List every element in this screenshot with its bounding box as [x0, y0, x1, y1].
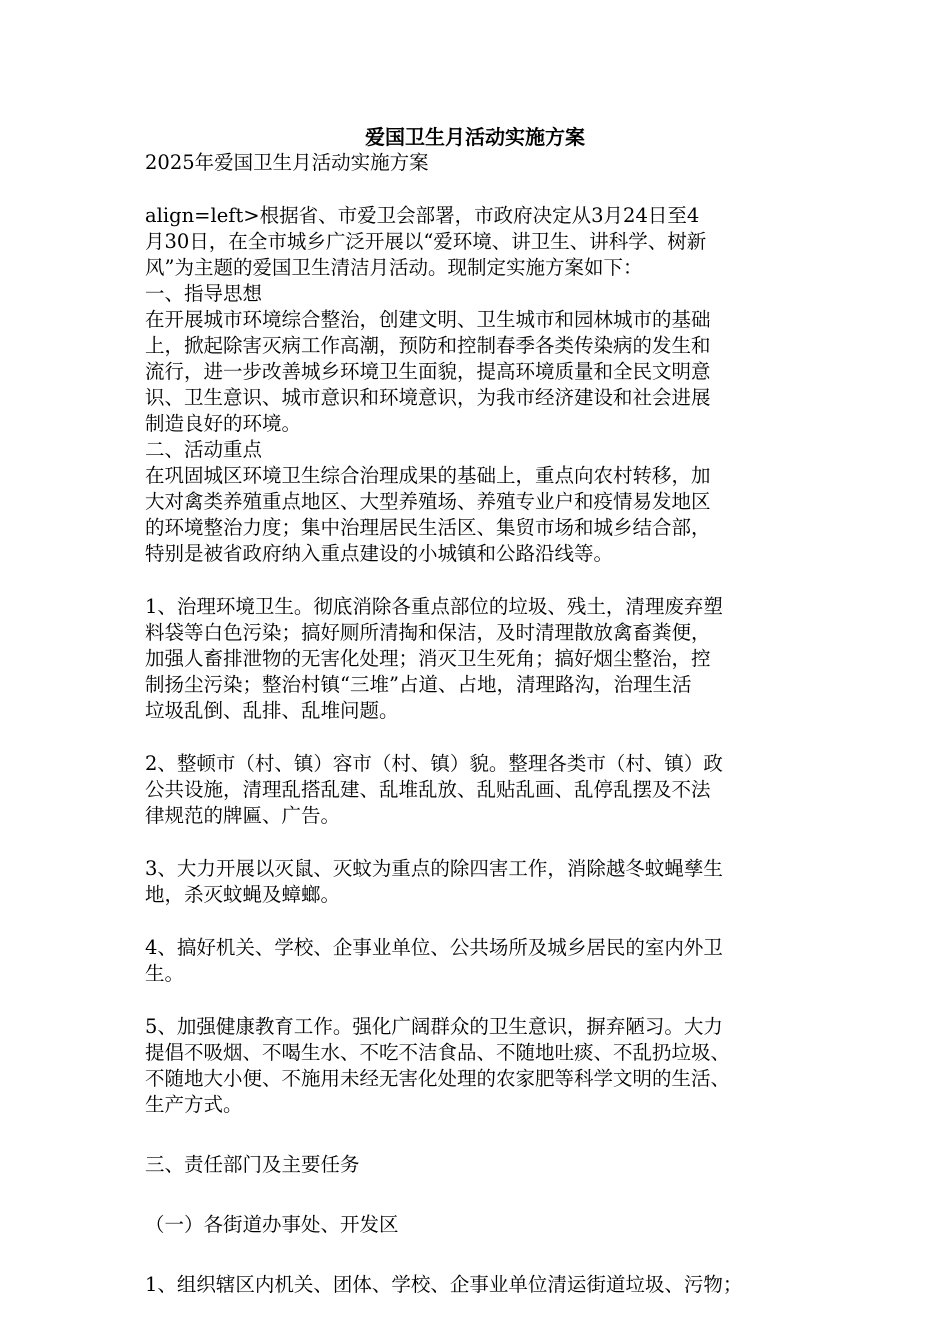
paragraph-gap	[145, 908, 810, 935]
list-item-line: 加强人畜排泄物的无害化处理；消灭卫生死角；搞好烟尘整治，控	[145, 647, 711, 670]
paragraph-gap	[145, 1238, 810, 1272]
paragraph-gap	[145, 1118, 810, 1152]
paragraph-line: 识、卫生意识、城市意识和环境意识，为我市经济建设和社会进展	[145, 386, 711, 409]
subtitle-line: 2025年爱国卫生月活动实施方案	[145, 151, 429, 174]
list-item-line: 3、大力开展以灭鼠、灭蚊为重点的除四害工作，消除越冬蚊蝇孳生	[145, 857, 723, 880]
list-item-line: 1、组织辖区内机关、团体、学校、企事业单位清运街道垃圾、污物；	[145, 1273, 743, 1296]
paragraph-gap	[145, 724, 810, 751]
section-heading: 二、活动重点	[145, 438, 263, 461]
paragraph-line: 在开展城市环境综合整治，创建文明、卫生城市和园林城市的基础	[145, 308, 711, 331]
section-heading: 一、指导思想	[145, 282, 263, 305]
intro-line: 月30日，在全市城乡广泛开展以“爱环境、讲卫生、讲科学、树新	[145, 230, 707, 253]
document-title: 爱国卫生月活动实施方案	[365, 125, 585, 149]
paragraph-line: 特别是被省政府纳入重点建设的小城镇和公路沿线等。	[145, 542, 614, 565]
section-heading: 三、责任部门及主要任务	[145, 1153, 360, 1176]
list-item-line: 1、治理环境卫生。彻底消除各重点部位的垃圾、残土，清理废弃塑	[145, 595, 723, 618]
paragraph-line: 流行，进一步改善城乡环境卫生面貌，提高环境质量和全民文明意	[145, 360, 711, 383]
list-item-line: 生产方式。	[145, 1093, 243, 1116]
paragraph-line: 大对禽类养殖重点地区、大型养殖场、养殖专业户和疫情易发地区	[145, 490, 711, 513]
list-item-line: 公共设施，清理乱搭乱建、乱堆乱放、乱贴乱画、乱停乱摆及不法	[145, 778, 711, 801]
list-item-line: 生。	[145, 962, 185, 985]
list-item-line: 垃圾乱倒、乱排、乱堆问题。	[145, 699, 399, 722]
list-item-line: 5、加强健康教育工作。强化广阔群众的卫生意识，摒弃陋习。大力	[145, 1015, 723, 1038]
list-item-line: 2、整顿市（村、镇）容市（村、镇）貌。整理各类市（村、镇）政	[145, 752, 723, 775]
list-item-line: 制扬尘污染；整治村镇“三堆”占道、占地，清理路沟，治理生活	[145, 673, 692, 696]
list-item-line: 4、搞好机关、学校、企事业单位、公共场所及城乡居民的室内外卫	[145, 936, 723, 959]
paragraph-line: 在巩固城区环境卫生综合治理成果的基础上，重点向农村转移，加	[145, 464, 711, 487]
intro-line: align=left>根据省、市爱卫会部署，市政府决定从3月24日至4	[145, 204, 700, 227]
paragraph-gap	[145, 567, 810, 594]
list-item-line: 律规范的牌匾、广告。	[145, 804, 341, 827]
list-item-line: 不随地大小便、不施用未经无害化处理的农家肥等科学文明的生活、	[145, 1067, 731, 1090]
subsection-heading: （一）各街道办事处、开发区	[145, 1213, 399, 1236]
paragraph-gap	[145, 987, 810, 1014]
paragraph-gap	[145, 1178, 810, 1212]
paragraph-gap	[145, 176, 810, 203]
paragraph-line: 制造良好的环境。	[145, 412, 302, 435]
document-body	[145, 150, 810, 1298]
intro-line: 风”为主题的爱国卫生清洁月活动。现制定实施方案如下：	[145, 256, 643, 279]
paragraph-line: 上，掀起除害灭病工作高潮，预防和控制春季各类传染病的发生和	[145, 334, 711, 357]
list-item-line: 提倡不吸烟、不喝生水、不吃不洁食品、不随地吐痰、不乱扔垃圾、	[145, 1041, 731, 1064]
paragraph-gap	[145, 829, 810, 856]
list-item-line: 料袋等白色污染；搞好厕所清掏和保洁，及时清理散放禽畜粪便，	[145, 621, 711, 644]
list-item-line: 地，杀灭蚊蝇及蟑螂。	[145, 883, 341, 906]
paragraph-line: 的环境整治力度；集中治理居民生活区、集贸市场和城乡结合部，	[145, 516, 711, 539]
